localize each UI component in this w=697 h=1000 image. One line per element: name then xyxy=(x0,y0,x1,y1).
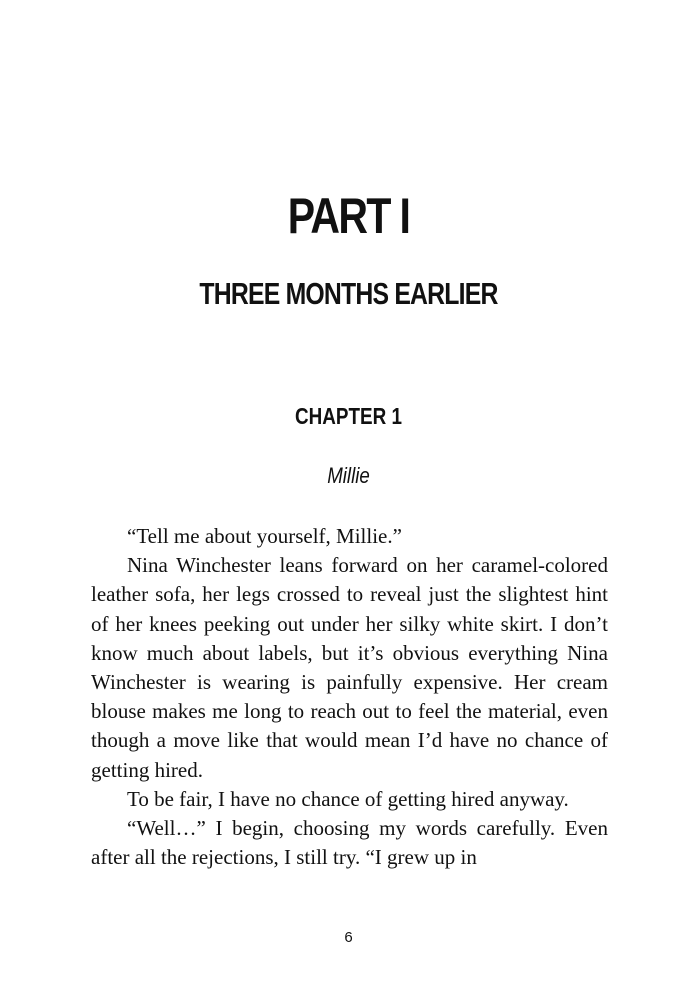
chapter-narrator-name: Millie xyxy=(327,463,370,488)
paragraph: “Tell me about yourself, Millie.” xyxy=(127,524,402,548)
chapter-heading: CHAPTER 1 xyxy=(295,403,402,429)
part-title: PART I xyxy=(287,188,410,244)
page-number: 6 xyxy=(344,929,353,946)
paragraph: To be fair, I have no chance of getting hired anyway. xyxy=(127,786,569,811)
paragraph: Nina Winchester leans forward on her caramel-colored leather sofa, her legs crossed to reveal just the slightest hint of her knees peeking out under her silky white skirt. I don’t know much about labels, but it’s obvious everything Nina Winchester is wearing is painfully expensive. Her cream blouse makes me long to reach out to feel the material, even though a move like that would mean I’d have no chance of getting hired. xyxy=(91,553,608,782)
paragraph: “Well…” I begin, choosing my words carefully. Even after all the rejections, I still try. “I grew up in xyxy=(91,816,608,870)
part-subtitle: THREE MONTHS EARLIER xyxy=(199,276,498,311)
body-text xyxy=(91,522,608,872)
